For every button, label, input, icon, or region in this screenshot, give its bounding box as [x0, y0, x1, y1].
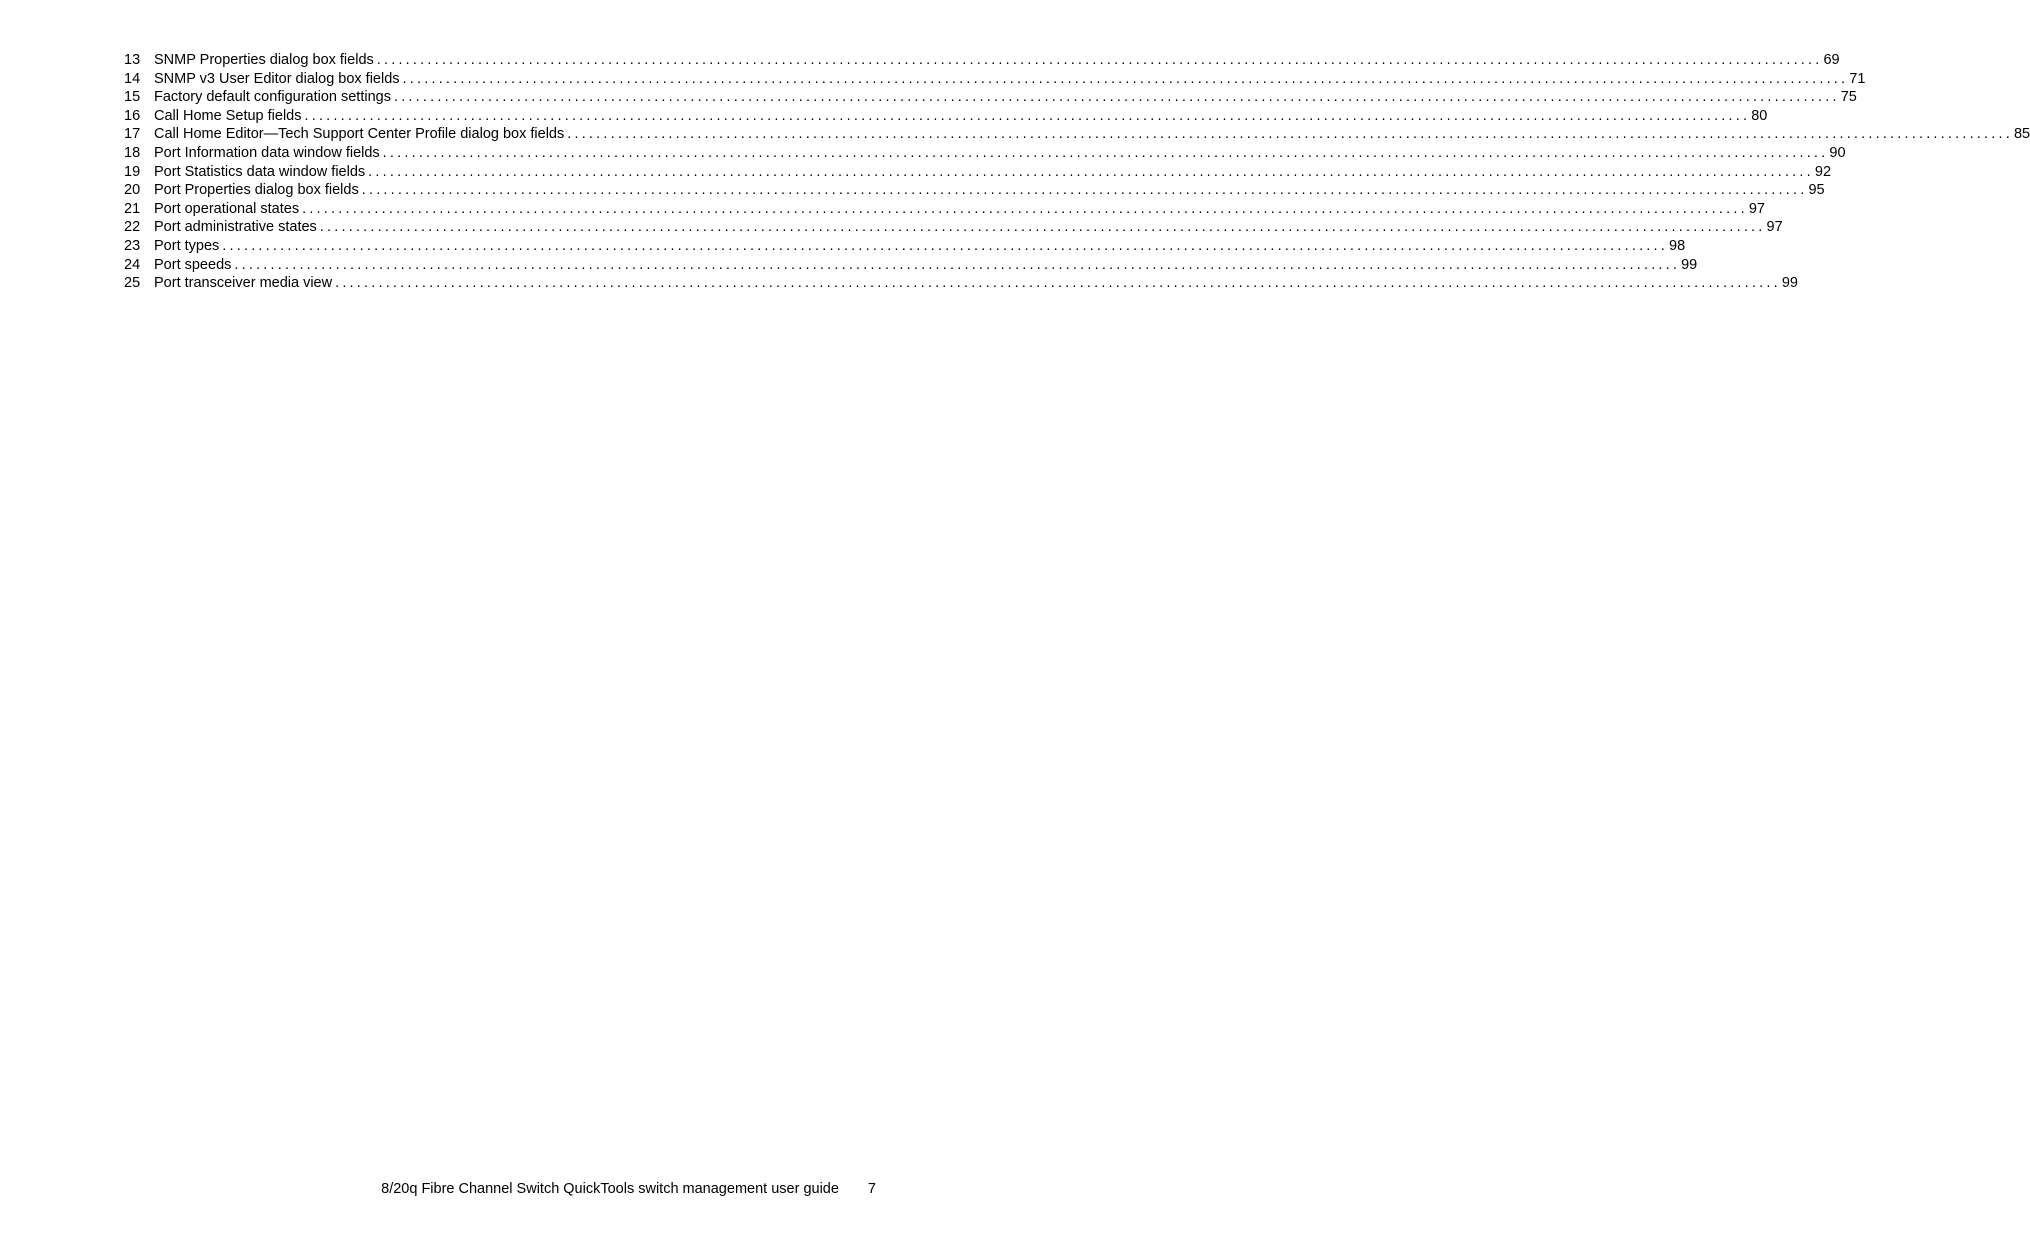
toc-entry-page[interactable]: 99: [1681, 256, 1698, 273]
toc-entry[interactable]: [124, 144, 1846, 163]
toc-entry-number: 20: [124, 182, 141, 199]
toc-entry-number: 16: [124, 107, 141, 124]
toc-entry-title[interactable]: Port types: [154, 237, 220, 254]
toc-entry-title[interactable]: Factory default configuration settings: [154, 89, 391, 106]
toc-entry-page[interactable]: 97: [1748, 200, 1765, 217]
toc-entry-page[interactable]: 99: [1781, 275, 1798, 292]
toc-entry-title[interactable]: Port speeds: [154, 256, 232, 273]
toc-entry[interactable]: [124, 88, 1857, 107]
dot-leader: ........................................................................................................................................................................................................: [382, 144, 1829, 161]
dot-leader: ........................................................................................................................................................................................................: [376, 52, 1823, 68]
toc-entry-page[interactable]: 90: [1829, 144, 1846, 161]
toc-entry[interactable]: [124, 237, 1686, 256]
toc-entry[interactable]: [124, 256, 1698, 275]
toc-entry-number: 14: [124, 70, 141, 87]
toc-entry-number: 24: [124, 256, 141, 273]
footer-guide-title: 8/20q Fibre Channel Switch QuickTools switch management user guide: [381, 1181, 839, 1197]
toc-entry-page[interactable]: 75: [1840, 89, 1857, 106]
toc-entry[interactable]: [124, 51, 1840, 70]
toc-entry-page[interactable]: 92: [1814, 163, 1832, 180]
dot-leader: ........................................................................................................................................................................................................: [402, 70, 1849, 87]
dot-leader: ........................................................................................................................................................................................................: [567, 126, 2013, 143]
toc-entry-number: 25: [124, 275, 141, 292]
toc-entry-title[interactable]: Port transceiver media view: [154, 275, 333, 292]
dot-leader: ........................................................................................................................................................................................................: [368, 163, 1814, 180]
toc-entry[interactable]: [124, 163, 1832, 182]
toc-entry-number: 18: [124, 144, 141, 161]
toc-entry[interactable]: [124, 181, 1825, 200]
toc-entry-page[interactable]: 69: [1823, 52, 1840, 68]
toc-entry-page[interactable]: 80: [1751, 107, 1768, 124]
toc-entry-title[interactable]: SNMP v3 User Editor dialog box fields: [154, 70, 400, 87]
dot-leader: ........................................................................................................................................................................................................: [393, 89, 1840, 106]
toc-entry-title[interactable]: Port operational states: [154, 200, 300, 217]
dot-leader: ........................................................................................................................................................................................................: [304, 107, 1751, 124]
toc-entry-page[interactable]: 97: [1766, 219, 1783, 236]
toc-entry-number: 13: [124, 52, 141, 68]
toc-entry-title[interactable]: Port administrative states: [154, 219, 317, 236]
dot-leader: ........................................................................................................................................................................................................: [335, 275, 1781, 292]
toc-entry-title[interactable]: Call Home Setup fields: [154, 107, 302, 124]
toc-entry-page[interactable]: 95: [1808, 182, 1825, 199]
toc-entry-number: 17: [124, 126, 141, 143]
table-of-tables: [124, 51, 2030, 293]
toc-entry[interactable]: [124, 200, 1765, 219]
toc-entry-title[interactable]: SNMP Properties dialog box fields: [154, 52, 374, 68]
page-footer: [380, 1180, 876, 1198]
footer-page-number: 7: [867, 1181, 876, 1197]
dot-leader: ........................................................................................................................................................................................................: [319, 219, 1766, 236]
toc-entry-title[interactable]: Port Properties dialog box fields: [154, 182, 359, 199]
toc-entry-number: 15: [124, 89, 141, 106]
toc-entry-title[interactable]: Port Information data window fields: [154, 144, 380, 161]
toc-entry-number: 21: [124, 200, 141, 217]
dot-leader: ........................................................................................................................................................................................................: [302, 200, 1748, 217]
dot-leader: ........................................................................................................................................................................................................: [361, 182, 1808, 199]
toc-entry[interactable]: [124, 274, 1798, 293]
toc-entry[interactable]: [124, 70, 1866, 89]
toc-entry-page[interactable]: 71: [1849, 70, 1866, 87]
toc-entry[interactable]: [124, 107, 1768, 126]
toc-entry-title[interactable]: Port Statistics data window fields: [154, 163, 366, 180]
toc-entry-number: 22: [124, 219, 141, 236]
dot-leader: ........................................................................................................................................................................................................: [222, 237, 1668, 254]
toc-entry-page[interactable]: 85: [2013, 126, 2030, 143]
toc-entry[interactable]: [124, 218, 1783, 237]
toc-entry-number: 19: [124, 163, 141, 180]
toc-entry-number: 23: [124, 237, 141, 254]
toc-entry-title[interactable]: Call Home Editor—Tech Support Center Profile dialog box fields: [154, 126, 565, 143]
dot-leader: ........................................................................................................................................................................................................: [234, 256, 1681, 273]
toc-entry[interactable]: [124, 125, 2030, 144]
toc-entry-page[interactable]: 98: [1669, 237, 1686, 254]
